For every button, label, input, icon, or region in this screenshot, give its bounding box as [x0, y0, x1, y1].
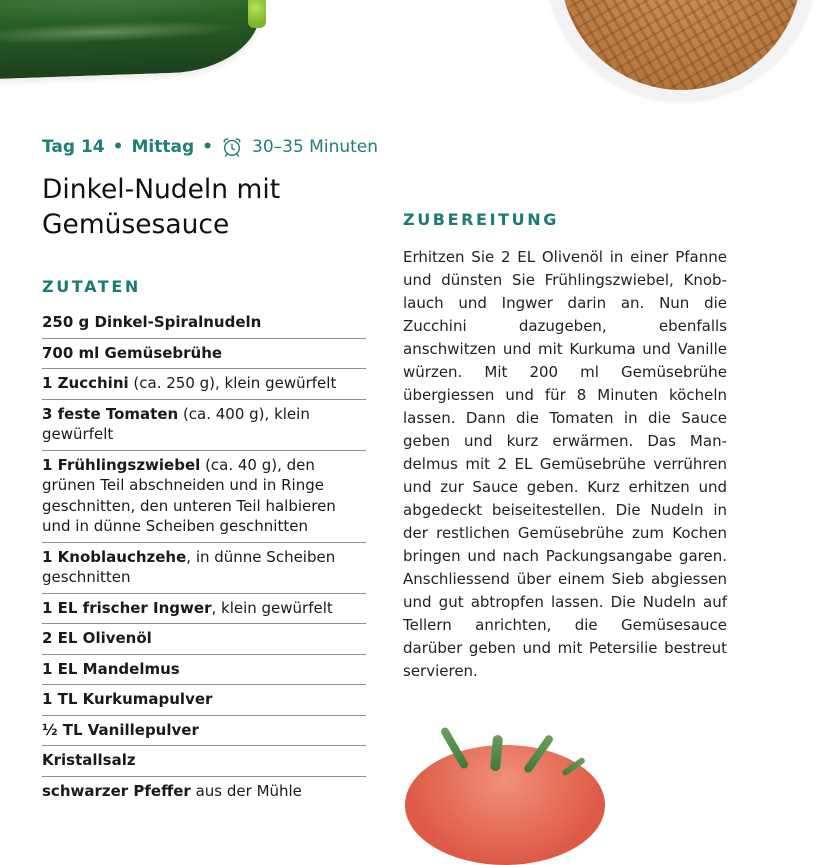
ingredient-item: [42, 624, 366, 655]
meal-label: Mittag: [131, 137, 195, 157]
ingredient-item: [42, 369, 366, 400]
ingredient-name: Kristallsalz: [42, 751, 136, 769]
ingredient-item: [42, 655, 366, 686]
ingredients-heading: ZUTATEN: [42, 277, 141, 296]
ingredient-note: , klein gewürfelt: [211, 598, 333, 617]
ingredient-note: (ca. 250 g), klein gewürfelt: [128, 374, 337, 392]
ingredient-name: 2 EL Olivenöl: [42, 629, 152, 647]
ingredient-item: [42, 543, 366, 594]
ingredient-item: [42, 716, 366, 747]
ingredient-name: 1 EL frischer Ingwer: [42, 598, 212, 617]
separator-dot: •: [202, 137, 214, 157]
ingredient-item: [42, 451, 366, 543]
preparation-text: Erhitzen Sie 2 EL Olivenöl in einer Pfanne und dünsten Sie Frühlingszwiebel, Knoblauch und Ingwer darin an. Nun die Zucchini dazugeben, ebenfalls anschwitzen und mit Kurkuma und Vanille würzen. Mit 200 ml Gemüsebrühe übergiessen und für 8 Minuten köcheln lassen. Dann die Tomaten in die Sauce geben und kurz erwärmen. Das Mandelmus mit 2 EL Gemüsebrühe verrühren und zur Sauce geben. Kurz erhitzen und abgedeckt beiseitestellen. Die Nudeln in der restlichen Gemüsebrühe zum Kochen bringen und nach Packungsangabe garen. Anschliessend über einem Sieb abgiessen und gut abtropfen lassen. Die Nudeln auf Tellern anrichten, die Gemüsesauce darüber geben und mit Petersilie bestreut servieren.: [403, 248, 727, 680]
ingredient-note: (ca. 400 g), klein gewürfelt: [42, 404, 310, 443]
recipe-meta: [42, 136, 378, 158]
separator-dot: •: [112, 137, 124, 157]
zucchini-image: [0, 0, 262, 80]
ingredient-item: [42, 400, 366, 451]
duration-label: 30–35 Minuten: [252, 137, 379, 157]
ingredient-note: , in dünne Scheiben geschnitten: [42, 547, 336, 586]
ingredient-item: [42, 308, 366, 339]
ingredient-name: 700 ml Gemüsebrühe: [42, 343, 223, 362]
ingredient-name: 1 Zucchini: [42, 374, 129, 392]
ingredient-name: 1 EL Mandelmus: [42, 659, 180, 678]
spiral-pasta-image: [560, 0, 802, 90]
ingredient-item: [42, 339, 366, 370]
preparation-heading: ZUBEREITUNG: [403, 210, 559, 229]
day-label: Tag 14: [42, 137, 105, 157]
ingredient-item: [42, 685, 366, 716]
ingredient-note: aus der Mühle: [190, 781, 302, 800]
ingredient-name: 250 g Dinkel-Spiralnudeln: [42, 313, 262, 331]
ingredient-item: [42, 777, 366, 807]
ingredient-note: (ca. 40 g), den grünen Teil abschneiden und in Ringe geschnitten, den unteren Teil halbieren und in dünne Scheiben geschnitten: [42, 455, 336, 535]
ingredient-name: schwarzer Pfeffer: [42, 781, 191, 800]
pasta-bowl-image: [546, 0, 816, 100]
ingredient-item: [42, 746, 366, 777]
alarm-clock-icon: [221, 136, 243, 158]
ingredient-name: 1 TL Kurkumapulver: [42, 690, 213, 708]
ingredient-name: 3 feste Tomaten: [42, 404, 179, 423]
ingredient-name: 1 Knoblauchzehe: [42, 547, 187, 566]
ingredient-name: ½ TL Vanillepulver: [42, 720, 199, 739]
zucchini-stem-image: [248, 0, 266, 28]
ingredient-name: 1 Frühlingszwiebel: [42, 455, 201, 474]
ingredients-list: [42, 308, 366, 806]
recipe-title: Dinkel-Nudeln mit Gemüsesauce: [42, 174, 281, 240]
ingredient-item: [42, 594, 366, 625]
